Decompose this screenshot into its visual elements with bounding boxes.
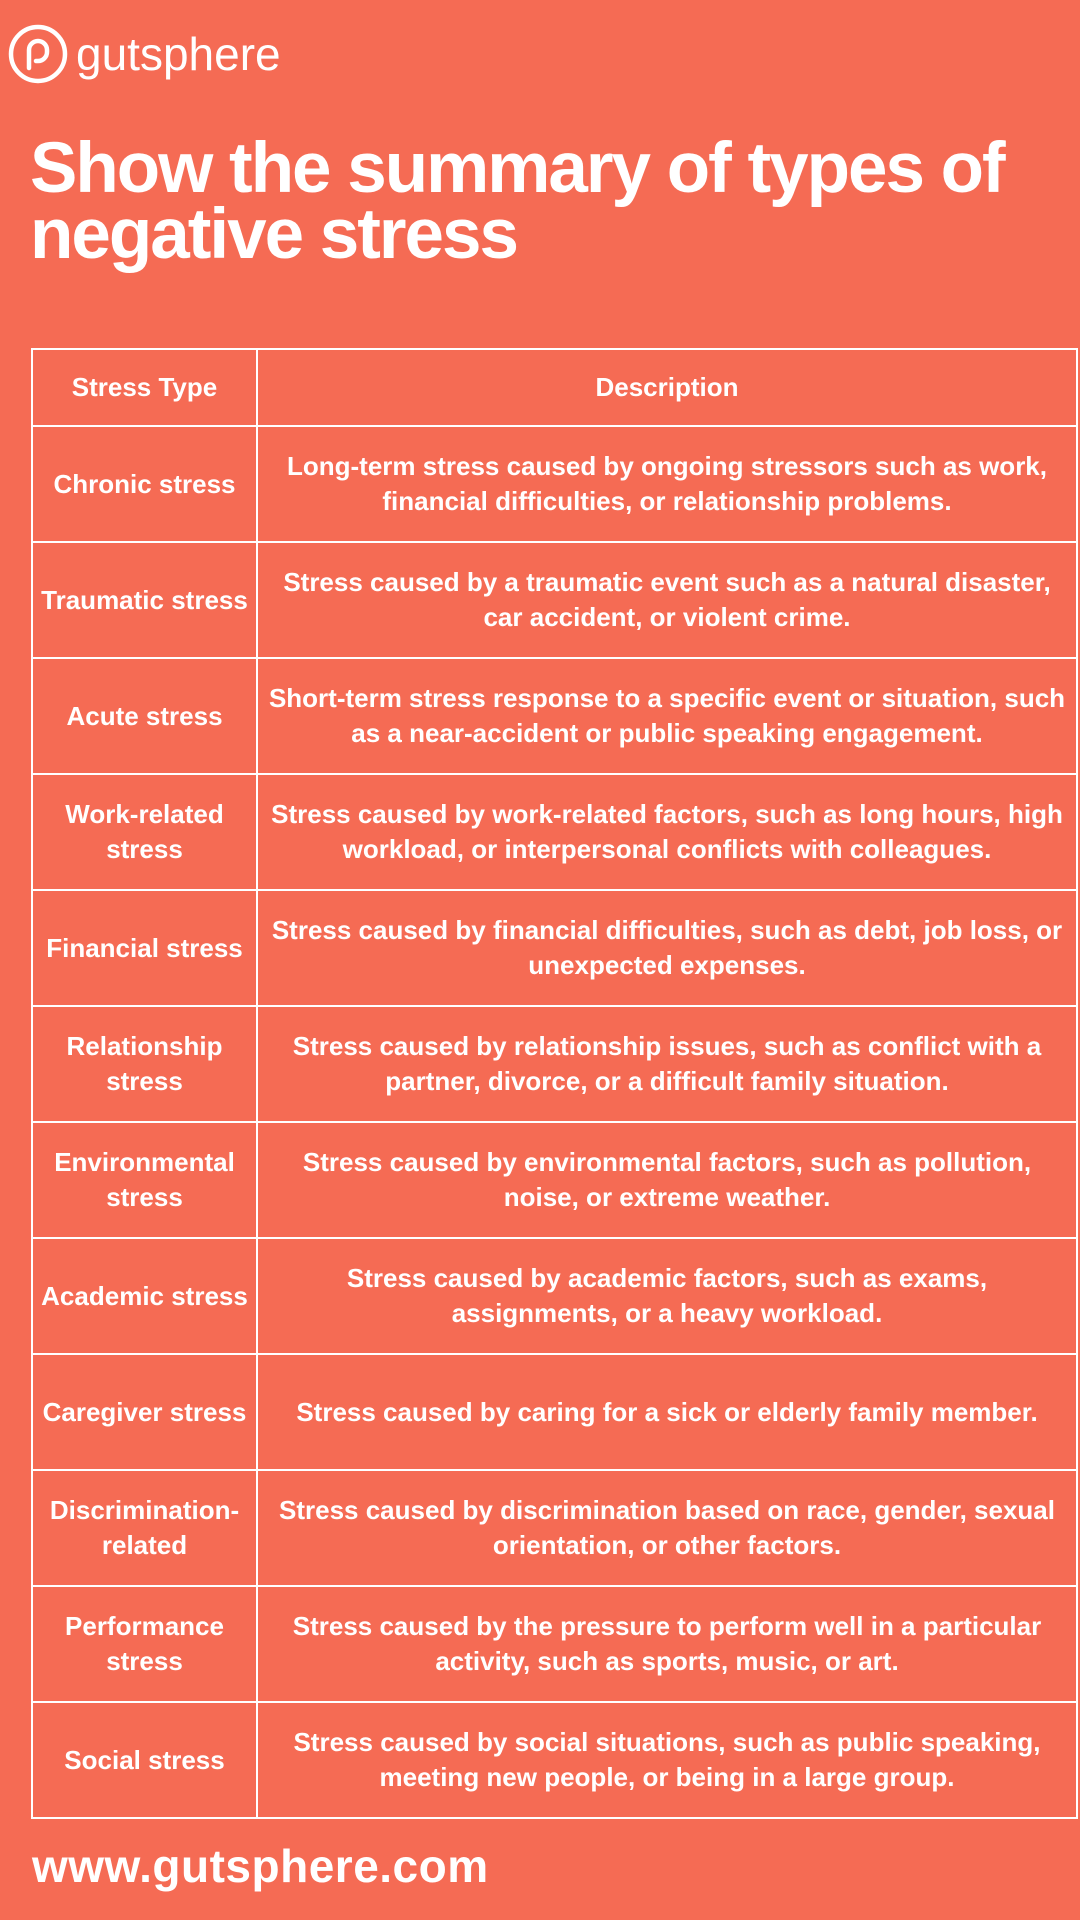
description-cell: Stress caused by caring for a sick or elderly family member. [257,1354,1077,1470]
website-url: www.gutsphere.com [32,1840,489,1892]
description-cell: Short-term stress response to a specific event or situation, such as a near-accident or public speaking engagement. [257,658,1077,774]
chat-bubble-logo-icon [8,24,68,84]
stress-type-cell: Academic stress [32,1238,257,1354]
description-cell: Stress caused by financial difficulties, such as debt, job loss, or unexpected expenses. [257,890,1077,1006]
table-row [32,890,1077,1006]
stress-type-cell: Social stress [32,1702,257,1818]
description-cell: Stress caused by discrimination based on race, gender, sexual orientation, or other factors. [257,1470,1077,1586]
table-header-row [32,349,1077,426]
description-cell: Stress caused by the pressure to perform well in a particular activity, such as sports, music, or art. [257,1586,1077,1702]
table-row [32,426,1077,542]
table-row [32,1586,1077,1702]
stress-types-table [31,348,1078,1819]
stress-type-cell: Discrimination-related [32,1470,257,1586]
header-stress-type: Stress Type [32,349,257,426]
description-cell: Stress caused by environmental factors, such as pollution, noise, or extreme weather. [257,1122,1077,1238]
page-title: Show the summary of types of negative stress [30,129,1004,274]
brand-logo [8,22,281,86]
table-row [32,1238,1077,1354]
table-row [32,1702,1077,1818]
stress-type-cell: Relationship stress [32,1006,257,1122]
table-row [32,1354,1077,1470]
stress-type-cell: Chronic stress [32,426,257,542]
description-cell: Stress caused by work-related factors, such as long hours, high workload, or interpersonal conflicts with colleagues. [257,774,1077,890]
stress-type-cell: Acute stress [32,658,257,774]
header-description: Description [257,349,1077,426]
stress-type-cell: Caregiver stress [32,1354,257,1470]
stress-type-cell: Environmental stress [32,1122,257,1238]
table-row [32,774,1077,890]
table-row [32,658,1077,774]
table-row [32,1470,1077,1586]
table-row [32,1006,1077,1122]
stress-type-cell: Work-related stress [32,774,257,890]
description-cell: Stress caused by academic factors, such as exams, assignments, or a heavy workload. [257,1238,1077,1354]
description-cell: Stress caused by social situations, such as public speaking, meeting new people, or being in a large group. [257,1702,1077,1818]
stress-type-cell: Traumatic stress [32,542,257,658]
brand-name: gutsphere [76,28,281,80]
stress-type-cell: Performance stress [32,1586,257,1702]
table-row [32,1122,1077,1238]
description-cell: Long-term stress caused by ongoing stressors such as work, financial difficulties, or relationship problems. [257,426,1077,542]
description-cell: Stress caused by a traumatic event such as a natural disaster, car accident, or violent crime. [257,542,1077,658]
stress-type-cell: Financial stress [32,890,257,1006]
table-row [32,542,1077,658]
description-cell: Stress caused by relationship issues, such as conflict with a partner, divorce, or a difficult family situation. [257,1006,1077,1122]
